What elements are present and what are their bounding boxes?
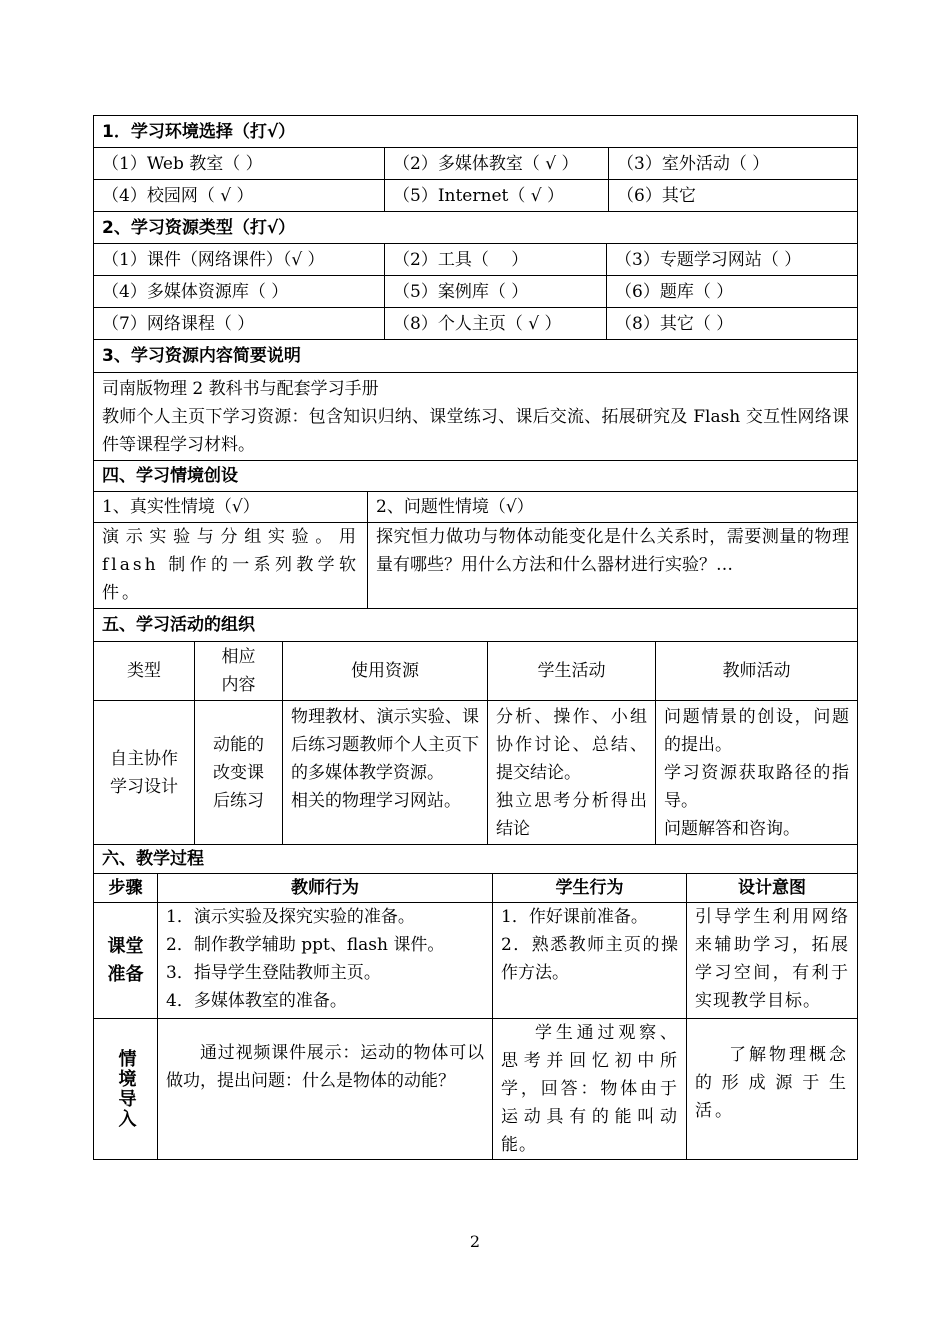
activity-resource: 物理教材、演示实验、课后练习题教师个人主页下的多媒体教学资源。 相关的物理学习网站。 (283, 701, 488, 845)
process-row (94, 1019, 858, 1160)
res-item-online-course: （7）网络课程（ ） (94, 308, 385, 340)
res-table (93, 243, 858, 340)
situation-problem-head: 2、问题性情境（√） (368, 492, 858, 523)
process-head-intent: 设计意图 (687, 874, 858, 903)
activity-head-teacher: 教师活动 (656, 642, 858, 701)
res-item-tools: （2）工具（ ） (385, 244, 607, 276)
env-item-web: （1）Web 教室（ ） (94, 148, 385, 180)
process-row (94, 903, 858, 1019)
res-item-courseware: （1）课件（网络课件）（√ ） (94, 244, 385, 276)
process-head-step: 步骤 (94, 874, 158, 903)
desc-text: 司南版物理 2 教科书与配套学习手册 教师个人主页下学习资源：包含知识归纳、课堂练习、课后交流、拓展研究及 Flash 交互性网络课件等课程学习材料。 (94, 373, 858, 461)
process-student-intro: 学生通过观察、思考并回忆初中所学，回答：物体由于运动具有的能叫动能。 (493, 1019, 687, 1160)
situation-real-body: 演示实验与分组实验。用 flash 制作的一系列教学软件。 (94, 523, 368, 609)
res-item-homepage: （8）个人主页（ √ ） (385, 308, 607, 340)
activity-head-resource: 使用资源 (283, 642, 488, 701)
activity-student: 分析、操作、小组协作讨论、总结、提交结论。 独立思考分析得出结论 (488, 701, 656, 845)
env-title: 1．学习环境选择（打√） (94, 116, 858, 148)
process-intent-intro: 了解物理概念的形成源于生活。 (687, 1019, 858, 1160)
page-number: 2 (469, 1232, 481, 1251)
activity-type: 自主协作 学习设计 (94, 701, 195, 845)
process-table (93, 873, 858, 1160)
process-head-student: 学生行为 (493, 874, 687, 903)
activity-head-type: 类型 (94, 642, 195, 701)
situation-real-head: 1、真实性情境（√） (94, 492, 368, 523)
process-teacher-prep: 1．演示实验及探究实验的准备。 2．制作教学辅助 ppt、flash 课件。 3．指导学生登陆教师主页。 4．多媒体教室的准备。 (158, 903, 493, 1019)
activity-teacher: 问题情景的创设，问题的提出。 学习资源获取路径的指导。 问题解答和咨询。 (656, 701, 858, 845)
env-item-campus: （4）校园网（ √ ） (94, 180, 385, 212)
env-resource-table (93, 115, 858, 244)
res-item-res-other: （8）其它（ ） (607, 308, 858, 340)
process-step-intro-cell (94, 1019, 158, 1160)
desc-title: 3、学习资源内容简要说明 (94, 340, 858, 373)
res-item-question-bank: （6）题库（ ） (607, 276, 858, 308)
process-student-prep: 1．作好课前准备。 2．熟悉教师主页的操作方法。 (493, 903, 687, 1019)
env-item-internet: （5）Internet（ √ ） (385, 180, 609, 212)
activity-title: 五、学习活动的组织 (94, 609, 858, 642)
res-item-case-lib: （5）案例库（ ） (385, 276, 607, 308)
desc-situation-table (93, 339, 858, 642)
situation-title: 四、学习情境创设 (94, 461, 858, 492)
process-head-teacher: 教师行为 (158, 874, 493, 903)
activity-head-student: 学生活动 (488, 642, 656, 701)
activity-head-content: 相应 内容 (195, 642, 283, 701)
activity-content: 动能的 改变课 后练习 (195, 701, 283, 845)
env-item-other: （6）其它 (609, 180, 858, 212)
env-item-multimedia: （2）多媒体教室（ √ ） (385, 148, 609, 180)
situation-problem-body: 探究恒力做功与物体动能变化是什么关系时，需要测量的物理量有哪些？用什么方法和什么器材进行实验？… (368, 523, 858, 609)
res-item-media-lib: （4）多媒体资源库（ ） (94, 276, 385, 308)
process-step-intro: 情境导入 (115, 1049, 137, 1129)
process-step-prep: 课堂 准备 (94, 903, 158, 1019)
process-intent-prep: 引导学生利用网络来辅助学习，拓展学习空间，有利于实现教学目标。 (687, 903, 858, 1019)
process-title: 六、教学过程 (94, 845, 858, 874)
activity-table (93, 641, 858, 874)
process-teacher-intro: 通过视频课件展示：运动的物体可以做功，提出问题：什么是物体的动能？ (158, 1019, 493, 1160)
res-title: 2、学习资源类型（打√） (94, 212, 858, 244)
res-item-topic-site: （3）专题学习网站（ ） (607, 244, 858, 276)
env-item-outdoor: （3）室外活动（ ） (609, 148, 858, 180)
